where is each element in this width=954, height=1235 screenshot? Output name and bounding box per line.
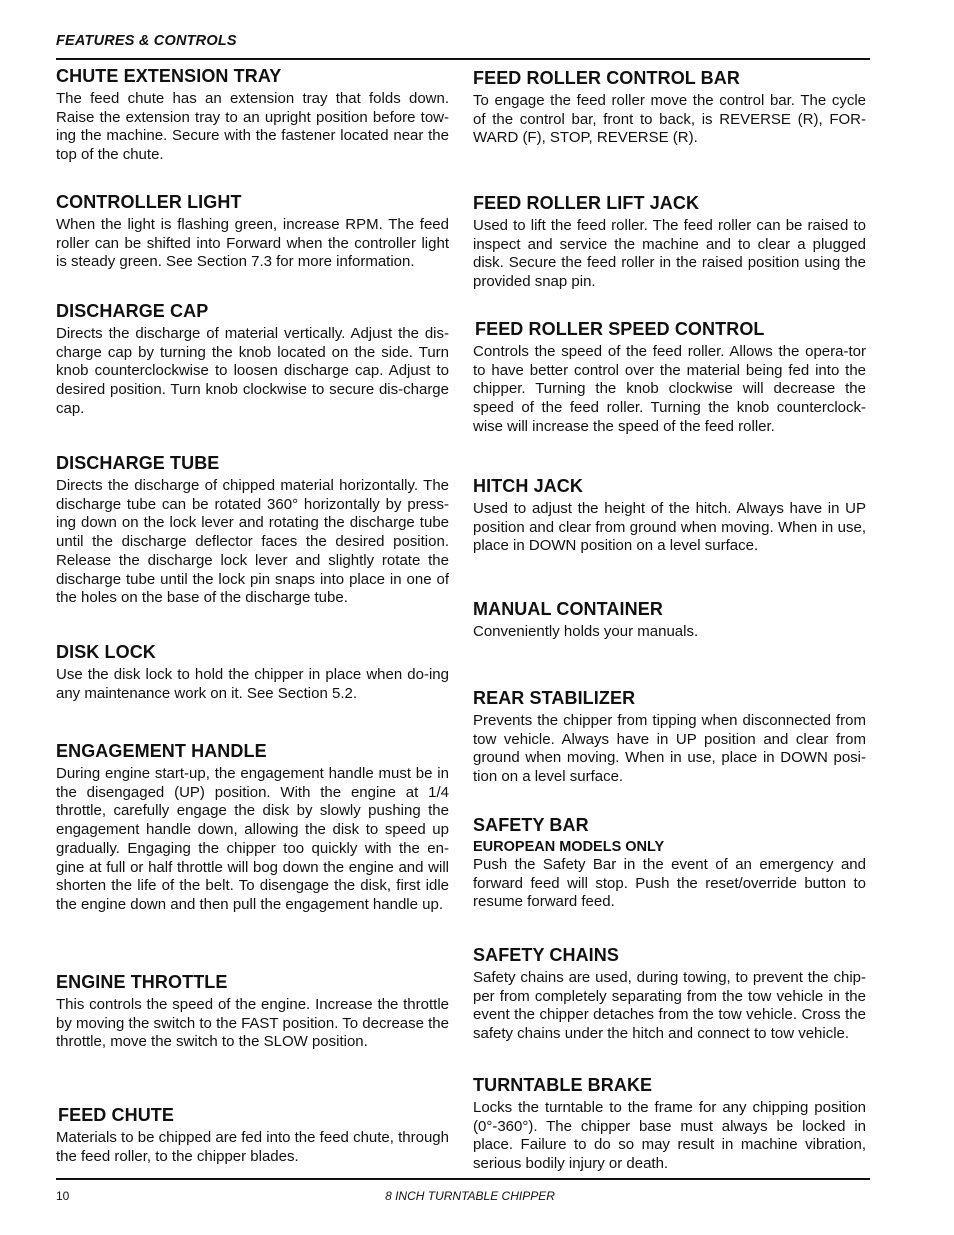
section-manual-container [473,599,866,642]
section-safety-bar [473,815,866,912]
section-heading: SAFETY BAR [473,815,589,835]
section-body: Push the Safety Bar in the event of an emergency and forward feed will stop. Push the reset/override button to resume forward feed. [473,856,866,911]
section-body: The feed chute has an extension tray that folds down. Raise the extension tray to an upright position before tow-ing the machine. Secure with the fastener located near the top of the chute. [56,90,449,164]
section-heading: DISK LOCK [56,642,156,662]
section-heading: FEED ROLLER LIFT JACK [473,193,700,213]
section-body: Materials to be chipped are fed into the feed chute, through the feed roller, to the chipper blades. [56,1129,449,1165]
section-subheading: EUROPEAN MODELS ONLY [473,839,665,855]
section-heading: DISCHARGE TUBE [56,453,220,473]
bottom-divider [56,1178,870,1180]
section-chute-extension-tray [56,66,449,165]
section-heading: CHUTE EXTENSION TRAY [56,66,282,86]
section-heading: FEED CHUTE [58,1105,175,1125]
section-body: Used to lift the feed roller. The feed roller can be raised to inspect and service the machine and to clear a plugged disk. Secure the feed roller in the raised position using the provided snap pin. [473,217,866,291]
section-body: Directs the discharge of material vertically. Adjust the dis-charge cap by turning the knob located on the side. Turn knob counterclockwise to loosen discharge cap. Adjust to desired position. Turn knob clockwise to secure dis-charge cap. [56,325,449,417]
section-controller-light [56,192,449,272]
section-body: This controls the speed of the engine. Increase the throttle by moving the switch to the FAST position. To decrease the throttle, move the switch to the SLOW position. [56,996,449,1051]
section-disk-lock [56,642,449,703]
section-heading: REAR STABILIZER [473,688,636,708]
section-body: Use the disk lock to hold the chipper in place when do-ing any maintenance work on it. See Section 5.2. [56,666,449,702]
section-safety-chains [473,945,866,1044]
section-body: To engage the feed roller move the control bar. The cycle of the control bar, front to back, is REVERSE (R), FOR-WARD (F), STOP, REVERSE (R). [473,92,866,147]
section-body: Locks the turntable to the frame for any chipping position (0°-360°). The chipper base must always be locked in place. Failure to do so may result in machine vibration, serious bodily injury or death. [473,1099,866,1173]
footer-title: 8 INCH TURNTABLE CHIPPER [385,1189,555,1203]
section-feed-roller-control-bar [473,68,866,148]
section-body: Prevents the chipper from tipping when disconnected from tow vehicle. Always have in UP position and clear from ground when moving. When in use, place in DOWN posi-tion on a level surface. [473,712,866,786]
section-engagement-handle [56,741,449,915]
section-header: FEATURES & CONTROLS [56,33,237,49]
section-heading: FEED ROLLER CONTROL BAR [473,68,740,88]
section-engine-throttle [56,972,449,1052]
section-body: Conveniently holds your manuals. [473,623,699,640]
section-discharge-cap [56,301,449,419]
section-body: During engine start-up, the engagement handle must be in the disengaged (UP) position. With the engine at 1/4 throttle, carefully engage the disk by slowly pushing the engagement handle down, allowing the disk to speed up gradually. Engaging the chipper too quickly with the en-gine at full or half throttle will bog down the engine and will shorten the life of the belt. To disengage the disk, first idle the engine down and then pull the engagement handle up. [56,765,449,913]
top-divider [56,58,870,60]
section-heading: HITCH JACK [473,476,584,496]
section-heading: MANUAL CONTAINER [473,599,663,619]
section-feed-roller-speed-control [473,319,866,437]
section-turntable-brake [473,1075,866,1174]
section-body: Controls the speed of the feed roller. Allows the opera-tor to have better control over the material being fed into the chipper. Turning the knob clockwise will decrease the speed of the feed roller. Turning the knob counterclock-wise will increase the speed of the feed roller. [473,343,866,435]
section-body: Directs the discharge of chipped material horizontally. The discharge tube can be rotated 360° horizontally by press-ing down on the lock lever and rotating the discharge tube until the discharge deflector faces the desired position. Release the discharge lock lever and slightly rotate the discharge tube until the lock pin snaps into place in one of the holes on the base of the discharge tube. [56,477,449,607]
page-number: 10 [56,1189,70,1203]
section-feed-chute [56,1105,449,1166]
section-heading: TURNTABLE BRAKE [473,1075,653,1095]
section-heading: CONTROLLER LIGHT [56,192,242,212]
section-body: When the light is flashing green, increase RPM. The feed roller can be shifted into Forward when the controller light is steady green. See Section 7.3 for more information. [56,216,449,271]
section-heading: ENGAGEMENT HANDLE [56,741,267,761]
section-hitch-jack [473,476,866,556]
section-discharge-tube [56,453,449,608]
section-body: Used to adjust the height of the hitch. Always have in UP position and clear from ground when moving. When in use, place in DOWN position on a level surface. [473,500,866,555]
section-rear-stabilizer [473,688,866,787]
section-heading: FEED ROLLER SPEED CONTROL [475,319,765,339]
section-heading: SAFETY CHAINS [473,945,619,965]
section-heading: DISCHARGE CAP [56,301,209,321]
section-heading: ENGINE THROTTLE [56,972,228,992]
section-body: Safety chains are used, during towing, to prevent the chip-per from completely separating from the tow vehicle in the event the chipper detaches from the tow vehicle. Cross the safety chains under the hitch and connect to tow vehicle. [473,969,866,1043]
section-feed-roller-lift-jack [473,193,866,292]
